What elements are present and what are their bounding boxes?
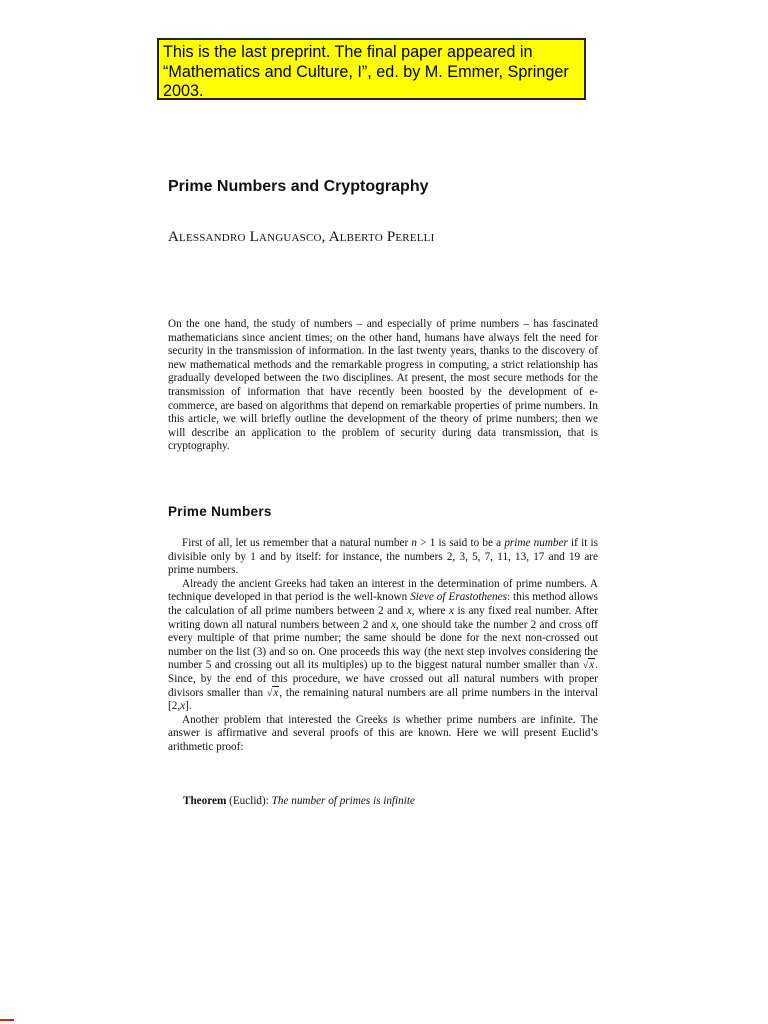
section-body (168, 537, 598, 755)
preprint-notice: This is the last preprint. The final paper appeared in “Mathematics and Culture, I”, ed. by M. Emmer, Springer 2003. (157, 38, 586, 100)
paragraph-sieve: Already the ancient Greeks had taken an interest in the determination of prime numbers. A technique developed in that period is the well-known Sieve of Erastothenes: this method allows the calculation of all prime numbers between 2 and x, where x is any fixed real number. After writing down all natural numbers between 2 and x, one should take the number 2 and cross off every multiple of that prime number; the same should be done for the next non-crossed out number on the list (3) and so on. One proceeds this way (the next step involves considering the number 5 and crossing out all its multiples) up to the biggest natural number smaller than √x. Since, by the end of this procedure, we have crossed out all natural numbers with proper divisors smaller than √x, the remaining natural numbers are all prime numbers in the interval [2,x]. (168, 577, 599, 713)
sqrt-symbol: √x (582, 659, 595, 672)
sqrt-symbol: √x (266, 686, 279, 699)
paragraph-infinite-primes: Another problem that interested the Greeks is whether prime numbers are infinite. The answer is affirmative and several proofs of this are known. Here we will present Euclid’s arithmetic proof: (168, 713, 598, 753)
theorem-statement: Theorem (Euclid): The number of primes is infinite (183, 795, 415, 807)
paragraph-prime-definition: First of all, let us remember that a natural number n > 1 is said to be a prime number if it is divisible only by 1 and by itself: for instance, the numbers 2, 3, 5, 7, 11, 13, 17 and 19 are prime numbers. (168, 537, 598, 577)
authors-line: Alessandro Languasco, Alberto Perelli (168, 229, 435, 245)
red-margin-mark (0, 1019, 14, 1021)
paper-title: Prime Numbers and Cryptography (168, 178, 429, 195)
section-heading: Prime Numbers (168, 504, 272, 519)
abstract: On the one hand, the study of numbers – and especially of prime numbers – has fascinated mathematicians since ancient times; on the other hand, humans have always felt the need for security in the transmission of information. In the last twenty years, thanks to the discovery of new mathematical methods and the remarkable progress in computing, a strict relationship has gradually developed between the two disciplines. At present, the most secure methods for the transmission of information that have recently been boosted by the development of e-commerce, are based on algorithms that depend on remarkable properties of prime numbers. In this article, we will briefly outline the development of the theory of prime numbers; then we will describe an application to the problem of security during data transmission, that is cryptography. (168, 318, 598, 453)
